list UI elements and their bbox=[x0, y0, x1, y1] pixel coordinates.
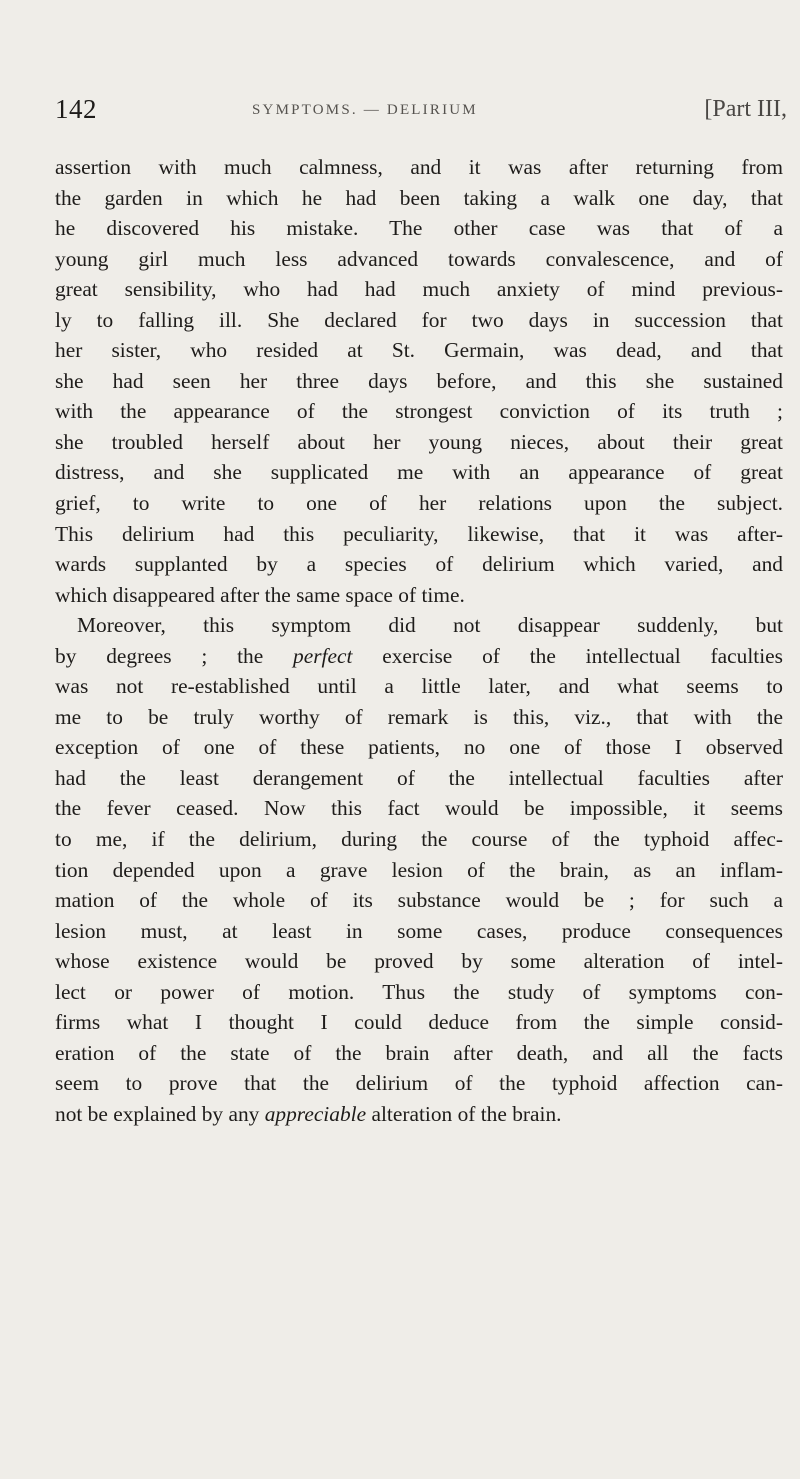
text-line: the garden in which he had been taking a walk one day, that bbox=[55, 185, 783, 210]
text-line: firms what I thought I could deduce from the simple consid- bbox=[55, 1010, 783, 1035]
text-line: he discovered his mistake. The other case was that of a bbox=[55, 216, 783, 241]
paragraph-end-line: which disappeared after the same space of time. bbox=[55, 582, 465, 607]
text-line: distress, and she supplicated me with an appearance of great bbox=[55, 460, 783, 485]
text-line: seem to prove that the delirium of the typhoid affection can- bbox=[55, 1071, 783, 1096]
text-line: This delirium had this peculiarity, likewise, that it was after- bbox=[55, 521, 783, 546]
text-line: her sister, who resided at St. Germain, was dead, and that bbox=[55, 338, 783, 363]
text-line: assertion with much calmness, and it was after returning from bbox=[55, 155, 783, 179]
text-line: with the appearance of the strongest conviction of its truth ; bbox=[55, 399, 783, 424]
text-line-with-italic bbox=[55, 1099, 783, 1130]
page-header bbox=[55, 92, 787, 128]
text-line: lesion must, at least in some cases, produce consequences bbox=[55, 918, 783, 943]
text-line: great sensibility, who had had much anxiety of mind previous- bbox=[55, 277, 783, 302]
text-line: me to be truly worthy of remark is this, viz., that with the bbox=[55, 704, 783, 729]
text-line: lect or power of motion. Thus the study of symptoms con- bbox=[55, 979, 783, 1004]
text-line: wards supplanted by a species of delirium which varied, and bbox=[55, 552, 783, 577]
italic-word: appreciable bbox=[264, 1101, 367, 1126]
text-line: exception of one of these patients, no one of those I observed bbox=[55, 735, 783, 760]
text-line: eration of the state of the brain after death, and all the facts bbox=[55, 1040, 783, 1065]
text-line: was not re-established until a little later, and what seems to bbox=[55, 674, 783, 699]
text-run: not be explained by any bbox=[55, 1101, 260, 1126]
text-line: ly to falling ill. She declared for two days in succession that bbox=[55, 307, 783, 332]
text-run: alteration of the brain. bbox=[371, 1101, 562, 1126]
text-line: had the least derangement of the intellectual faculties after bbox=[55, 765, 783, 790]
text-run: exercise of the intellectual faculties bbox=[382, 643, 783, 668]
paragraph-start-line: Moreover, this symptom did not disappear suddenly, but bbox=[77, 613, 783, 638]
page-number: 142 bbox=[55, 94, 97, 124]
text-line: tion depended upon a grave lesion of the brain, as an inflam- bbox=[55, 857, 783, 882]
text-line-with-italic bbox=[55, 641, 783, 672]
text-line: the fever ceased. Now this fact would be impossible, it seems bbox=[55, 796, 783, 821]
text-line: whose existence would be proved by some alteration of intel- bbox=[55, 949, 783, 974]
text-line: young girl much less advanced towards convalescence, and of bbox=[55, 246, 783, 271]
italic-word: perfect bbox=[293, 643, 353, 668]
text-line: she had seen her three days before, and this she sustained bbox=[55, 368, 783, 393]
text-line: grief, to write to one of her relations upon the subject. bbox=[55, 491, 783, 516]
part-label: [Part III, bbox=[704, 96, 787, 122]
text-line: to me, if the delirium, during the course of the typhoid affec- bbox=[55, 827, 783, 852]
text-line: she troubled herself about her young nieces, about their great bbox=[55, 429, 783, 454]
text-run: by degrees ; the bbox=[55, 643, 264, 668]
running-head: SYMPTOMS. — DELIRIUM bbox=[252, 102, 478, 118]
text-line: mation of the whole of its substance would be ; for such a bbox=[55, 888, 783, 913]
body-text bbox=[55, 152, 783, 1130]
